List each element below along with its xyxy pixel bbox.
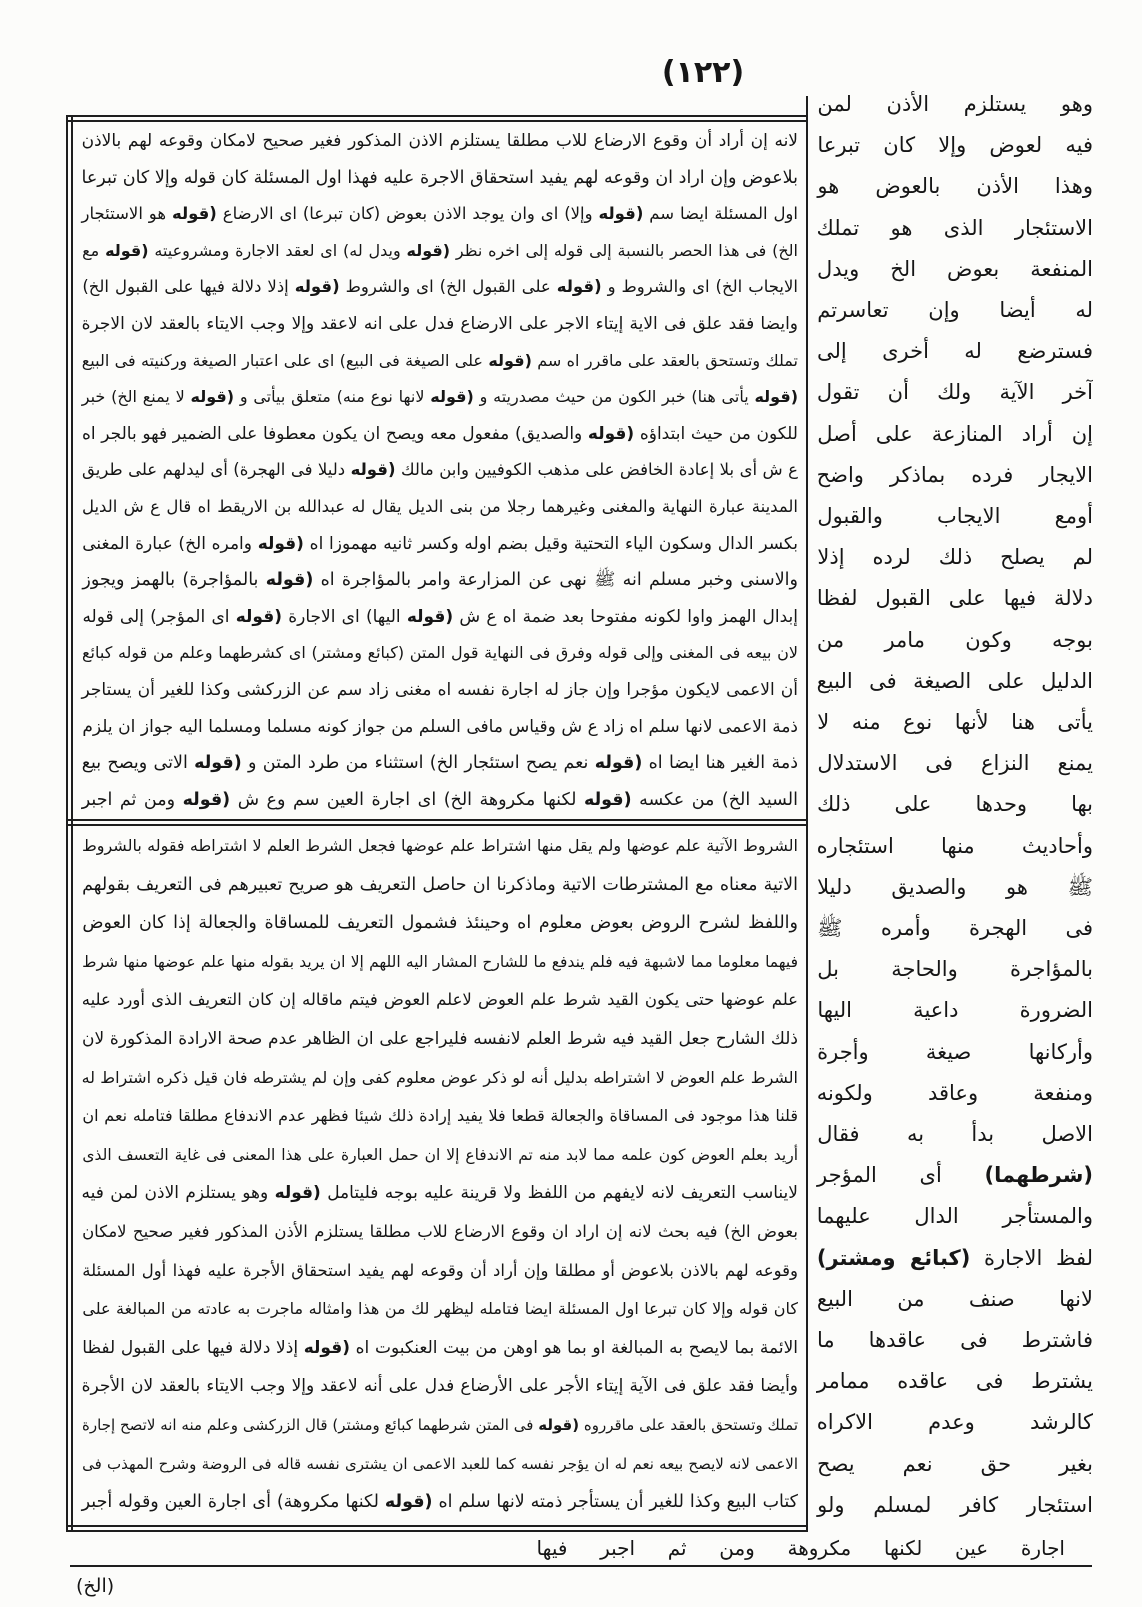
sharh-lower-line: الائمة بما لايصح به المبالغة او بما هو اوهن من بيت العنكبوت اه (قوله إذلا دلالة فيها على القبول لفظا xyxy=(82,1337,798,1358)
matn-line: بغير حق نعم يصح xyxy=(817,1451,1093,1476)
matn-line: فيه لعوض وإلا كان تبرعا xyxy=(817,133,1093,158)
sharh-lower-line: كان قوله وإلا كان تبرعا اول المسئلة ايضا فتامله ليظهر لك من هذا وامثاله ماجرت به عادته من المبالغة على xyxy=(82,1299,798,1319)
matn-continuation-line: اجارة عين لكنها مكروهة ومن ثم اجبر فيها xyxy=(536,1536,1065,1560)
matn-row xyxy=(815,125,1093,165)
bold-lemma: (قوله xyxy=(182,789,231,810)
matn-line: إن أراد المنازعة على أصل xyxy=(817,421,1093,446)
column-divider xyxy=(806,96,808,1532)
sharh-lower-line: وأيضا فقد علق فى الآية إيتاء الأجر على الأرضاع فدل على أنه لاعقد وإلا وجب الايتاء بالعقد لان الأجرة xyxy=(81,1376,798,1397)
matn-row xyxy=(815,290,1093,330)
sharh-upper-line: ذمة الاعمى لانها سلم اه زاد ع ش وقياس مافى السلم من جواز كونه مسلما ومسلما اليه جواز ان يلزم xyxy=(82,716,798,737)
matn-row xyxy=(815,249,1093,289)
matn-row xyxy=(815,1279,1093,1319)
sharh-upper-row xyxy=(80,672,798,708)
sharh-upper-row xyxy=(80,489,798,525)
sharh-lower-line: فيهما معلوما مما لاشبهة فيه فلم يندفع ما للشارح المشار اليه اللهم إلا ان يريد بقوله منها علم عوضها منها شرط xyxy=(82,952,798,971)
sharh-lower-line: الشروط الآتية علم عوضها ولم يقل منها اشتراط علم عوضها فجعل الشرط العلم لا اشتراطه فقوله بالشروط xyxy=(81,836,798,855)
matn-line: يمنع النزاع فى الاستدلال xyxy=(817,751,1093,776)
matn-line: وأحاديث منها استئجاره xyxy=(816,833,1093,858)
matn-row xyxy=(815,1485,1093,1525)
matn-row xyxy=(815,661,1093,701)
sharh-upper-row xyxy=(80,269,798,305)
matn-row xyxy=(815,1155,1093,1195)
bold-lemma: (قوله xyxy=(406,240,451,260)
matn-line: لفظ الاجارة (كبائع ومشتر) xyxy=(816,1245,1093,1270)
page-number: (١٢٢) xyxy=(661,55,745,90)
matn-row xyxy=(815,1196,1093,1236)
matn-row xyxy=(815,578,1093,618)
bold-lemma: (قوله xyxy=(598,204,644,224)
bold-lemma: (قوله xyxy=(350,460,396,480)
sharh-lower-line: ذلك الشارح جعل القيد فيه شرط العلم لانفسه فليراجع على ان الظاهر عدم صحة الارادة المذكورة لان xyxy=(82,1029,798,1049)
matn-line: وهذا الأذن بالعوض هو xyxy=(817,174,1093,199)
sharh-upper-row xyxy=(80,306,798,342)
sharh-lower-line: واللفظ لشرح الروض بعوض معلوم اه وحينئذ فشمول التعريف للمساقاة والجعالة إذا كان العوض xyxy=(82,913,798,934)
catchword-row xyxy=(76,1570,146,1602)
sharh-upper-line: (قوله يأتى هنا) خبر الكون من حيث مصدريته و (قوله لانها نوع منه) متعلق بيأتى و (قوله لا يمنع الخ) خبر xyxy=(81,387,798,407)
matn-line: يشترط فى عاقده ممامر xyxy=(816,1369,1093,1394)
sharh-upper-line: للكون من حيث ابتداؤه (قوله والصديق) مفعول معه ويصح ان يكون معطوفا على الضمير فهو بالجر اه xyxy=(81,423,798,444)
matn-line: بها وحدها على ذلك xyxy=(817,792,1093,817)
matn-row xyxy=(815,1444,1093,1484)
bold-lemma: (قوله xyxy=(430,387,474,407)
section-divider-inner xyxy=(66,824,808,826)
sharh-lower-row xyxy=(80,1483,798,1521)
matn-row xyxy=(815,166,1093,206)
matn-line: يأتى هنا لأنها نوع منه لا xyxy=(817,710,1093,734)
matn-line: الاصل بدأ به فقال xyxy=(817,1122,1093,1146)
sharh-lower-row xyxy=(80,1213,798,1251)
sharh-upper-line: لانه إن أراد أن وقوع الارضاع للاب مطلقا يستلزم الاذن المذكور فغير صحيح لامكان وقوعه لهم بالاذن xyxy=(81,131,798,151)
matn-line: والمستأجر الدال عليهما xyxy=(816,1204,1093,1229)
matn-line: بالمؤاجرة والحاجة بل xyxy=(817,957,1093,982)
matn-row xyxy=(815,1238,1093,1278)
matn-line: دلالة فيها على القبول لفظا xyxy=(816,586,1093,611)
sharh-lower-row xyxy=(80,1020,798,1058)
matn-row xyxy=(815,455,1093,495)
bold-lemma: (قوله xyxy=(274,1183,321,1204)
matn-row xyxy=(815,908,1093,948)
matn-row xyxy=(815,1032,1093,1072)
matn-line: كالرشد وعدم الاكراه xyxy=(816,1410,1093,1435)
section-divider-outer xyxy=(66,819,808,821)
sharh-lower-row xyxy=(80,943,798,981)
bold-lemma: (قوله xyxy=(190,387,235,407)
sharh-lower-line: الاعمى لانه لايصح بيعه نعم له ان يؤجر نفسه كما للعبد الاعمى ان يشترى نفسه قاله فى الروضة وشرح المهذب فى xyxy=(82,1454,798,1473)
matn-row xyxy=(815,414,1093,454)
matn-row xyxy=(815,620,1093,660)
sharh-upper-line: الايجاب الخ) اى والشروط و (قوله على القبول الخ) اى والشروط (قوله إذلا دلالة فيها على القبول الخ) xyxy=(82,277,798,297)
matn-row xyxy=(815,331,1093,371)
sharh-lower-row xyxy=(80,1329,798,1367)
bold-lemma: (قوله xyxy=(194,753,242,774)
bold-lemma: (قوله xyxy=(754,387,798,407)
sharh-upper-row xyxy=(80,526,798,562)
matn-line: لانها صنف من البيع xyxy=(816,1286,1093,1311)
matn-row xyxy=(815,1114,1093,1154)
page-bottom-rule xyxy=(70,1565,1092,1567)
sharh-upper-row xyxy=(80,379,798,415)
matn-line: فى الهجرة وأمره ﷺ xyxy=(817,916,1093,940)
sharh-lower-line: الاتية معناه مع المشترطات الاتية وماذكرنا ان حاصل التعريف هو صريح تعبيرهم فى التعريف بقولهم xyxy=(82,874,798,895)
bold-lemma: (قوله xyxy=(265,570,314,591)
matn-row xyxy=(815,208,1093,248)
matn-row xyxy=(815,867,1093,907)
matn-line: لم يصلح ذلك لرده إذلا xyxy=(817,545,1093,570)
matn-line: فاشترط فى عاقدها ما xyxy=(816,1328,1093,1352)
matn-row xyxy=(815,84,1093,124)
matn-line: بوجه وكون مامر من xyxy=(816,627,1093,652)
matn-row xyxy=(815,496,1093,536)
sharh-lower-row xyxy=(80,866,798,904)
sharh-upper-line: الخ) فى هذا الحصر بالنسبة إلى قوله إلى اخره نظر (قوله ويدل له) اى لعقد الاجارة ومشروعيته (قوله مع xyxy=(82,240,798,260)
sharh-lower-row xyxy=(80,1290,798,1328)
bold-lemma: (قوله xyxy=(538,1416,580,1434)
matn-line: آخر الآية ولك أن تقول xyxy=(816,380,1093,405)
sharh-upper-line: إبدال الهمز واوا لكونه مفتوحا بعد ضمة اه ع ش (قوله اليها) اى الاجارة (قوله اى المؤجر) إلى قوله xyxy=(82,606,798,627)
sharh-upper-row xyxy=(80,343,798,379)
sharh-upper-line: أن الاعمى لايكون مؤجرا وإن جاز له اجارة نفسه اه مغنى زاد سم عن الزركشى وكذا للغير أن يستاجر xyxy=(81,680,798,700)
sharh-lower-row xyxy=(80,1136,798,1174)
matn-row xyxy=(815,743,1093,783)
sharh-upper-line: بكسر الدال وسكون الياء التحتية وقيل بضم اوله وكسر ثانيه مهموزا اه (قوله وامره الخ) عبارة المغنى xyxy=(82,533,798,554)
bold-lemma: (قوله xyxy=(294,277,340,297)
matn-line: الايجار فرده بماذكر واضح xyxy=(816,462,1093,487)
matn-row xyxy=(815,990,1093,1030)
matn-line: الاستئجار الذى هو تملك xyxy=(816,215,1093,240)
sharh-lower-line: تملك وتستحق بالعقد على ماقرروه (قوله فى المتن شرطهما كبائع ومشتر) قال الزركشى وعلم منه انه لاتصح إجارة xyxy=(82,1416,798,1434)
sharh-lower-row xyxy=(80,1097,798,1135)
box-bottom-rule-outer xyxy=(66,1525,808,1527)
sharh-upper-line: لان بيعه فى المغنى وإلى قوله وفرق فى النهاية قول المتن (كبائع ومشتر) اى كشرطهما وعلم من قوله كبائع xyxy=(82,643,798,663)
sharh-lower-row xyxy=(80,1445,798,1483)
sharh-lower-line: كتاب البيع وكذا للغير أن يستأجر ذمته لانها سلم اه (قوله لكنها مكروهة) أى اجارة العين وقوله أجبر xyxy=(81,1492,798,1513)
sharh-lower-line: علم عوضها حتى يكون القيد شرط علم العوض لاعلم العوض فيتم ماقاله إن كان التعريف الذى أورد عليه xyxy=(81,990,798,1010)
matn-line: أومع الايجاب والقبول xyxy=(817,504,1093,528)
sharh-upper-row xyxy=(80,233,798,269)
matn-line: له أيضا وإن تعاسرتم xyxy=(817,298,1093,322)
sharh-lower-line: بعوض الخ) فيه بحث لانه إن اراد ان وقوع الارضاع للاب مطلقا يستلزم الأذن المذكور فغير صحيح لامكان xyxy=(82,1222,798,1241)
matn-line: فسترضع له أخرى إلى xyxy=(817,339,1093,364)
bold-lemma: (قوله xyxy=(171,204,217,224)
matn-continuation-row xyxy=(535,1532,1065,1564)
bold-lemma: (قوله xyxy=(257,533,304,554)
sharh-upper-line: ع ش أى بلا إعادة الخافض على مذهب الكوفيين وابن مالك (قوله دليلا فى الهجرة) أى ليدلهم على طريق xyxy=(82,460,798,480)
bold-lemma: (شرطهما) xyxy=(984,1163,1093,1188)
matn-line: الضرورة داعية اليها xyxy=(817,998,1093,1023)
matn-row xyxy=(815,949,1093,989)
bold-lemma: (قوله xyxy=(488,350,532,370)
sharh-upper-line: المدينة عبارة النهاية والمغنى وغيرهما رجلا من بنى الديل يقال له عبدالله بن الاريقط اه قال ع ش الديل xyxy=(81,497,798,516)
sharh-lower-row xyxy=(80,1367,798,1405)
sharh-lower-line: لايناسب التعريف لانه لايفهم من اللفظ ولا قرينة عليه بوجه فليتامل (قوله وهو يستلزم الاذن لمن فيه xyxy=(81,1183,798,1204)
bold-lemma: (قوله xyxy=(303,1337,350,1358)
matn-line: وأركانها صيغة وأجرة xyxy=(817,1039,1093,1064)
matn-row xyxy=(815,826,1093,866)
sharh-lower-line: الشرط علم العوض لا اشتراطه بدليل أنه لو ذكر عوض معلوم كفى وإن لم يشترطه فان قيل ذكره اشتراط له xyxy=(81,1067,798,1087)
sharh-upper-line: ذمة الغير هنا ايضا اه (قوله نعم يصح استئجار الخ) استثناء من طرد المتن و (قوله الاتى ويصح بيع xyxy=(81,753,798,774)
sharh-upper-row xyxy=(80,635,798,671)
matn-row xyxy=(815,1402,1093,1442)
sharh-upper-row xyxy=(80,416,798,452)
sharh-upper-line: بلاعوض وإن اراد ان وقوعه لهم يفيد استحقاق الاجرة عليه فهذا اول المسئلة كان قوله وإلا كان تبرعا xyxy=(81,167,798,188)
matn-line: استئجار كافر لمسلم ولو xyxy=(817,1492,1093,1517)
matn-line: الدليل على الصيغة فى البيع xyxy=(816,668,1093,693)
matn-row xyxy=(815,784,1093,824)
matn-line: ﷺ هو والصديق دليلا xyxy=(817,874,1093,899)
matn-row xyxy=(815,372,1093,412)
top-double-rule-inner xyxy=(66,120,808,122)
bold-lemma: (قوله xyxy=(556,277,602,297)
matn-row xyxy=(815,1320,1093,1360)
matn-row xyxy=(815,537,1093,577)
sharh-lower-row xyxy=(80,981,798,1019)
sharh-upper-row xyxy=(80,599,798,635)
sharh-upper-row xyxy=(80,709,798,745)
bold-lemma: (قوله xyxy=(235,606,282,627)
sharh-lower-line: قلنا هذا موجود فى المساقاة والجعالة قطعا فلا يفيد إرادة ذلك شيئا فظهر عدم الاندفاع مطلقا فتامله نعم ان xyxy=(82,1106,798,1126)
bold-lemma: (قوله xyxy=(583,789,632,810)
matn-row xyxy=(815,702,1093,742)
matn-line: المنفعة بعوض الخ ويدل xyxy=(816,256,1093,281)
bold-lemma: (قوله xyxy=(406,606,454,627)
sharh-lower-row xyxy=(80,1252,798,1290)
bold-lemma: (قوله xyxy=(594,753,643,774)
top-double-rule-outer xyxy=(66,115,808,117)
bold-lemma: (قوله xyxy=(384,1492,433,1513)
sharh-upper-line: السيد الخ) من عكسه (قوله لكنها مكروهة الخ) اى اجارة العين سم وع ش (قوله ومن ثم اجبر xyxy=(81,789,798,810)
catchword: (الخ) xyxy=(76,1575,115,1597)
matn-line: ومنفعة وعاقد ولكونه xyxy=(816,1080,1093,1105)
sharh-lower-line: وقوعه لهم بالاذن بلاعوض أو مطلقا وإن أراد أن وقوعه لهم يفيد استحقاق الأجرة عليه فهذا أول المسئلة xyxy=(82,1260,798,1280)
matn-line: (شرطهما) أى المؤجر xyxy=(817,1163,1093,1188)
sharh-upper-row xyxy=(80,745,798,781)
sharh-upper-line: اول المسئلة ايضا سم (قوله وإلا) اى وان يوجد الاذن بعوض (كان تبرعا) اى الارضاع (قوله هو الاستئجار xyxy=(81,204,798,224)
matn-line: وهو يستلزم الأذن لمن xyxy=(817,92,1093,116)
sharh-upper-row xyxy=(80,123,798,159)
sharh-upper-row xyxy=(80,562,798,598)
sharh-upper-row xyxy=(80,452,798,488)
sharh-upper-row xyxy=(80,196,798,232)
sharh-lower-line: أريد بعلم العوض كون علمه مما لابد منه تم الاندفاع إلا ان حمل العبارة على هذا المعنى فى غاية التعسف الذى xyxy=(82,1145,798,1164)
sharh-upper-line: وايضا فقد علق فى الاية إيتاء الاجر على الارضاع فدل على انه لاعقد وإلا وجب الايتاء بالعقد لان الاجرة xyxy=(81,314,798,334)
sharh-lower-row xyxy=(80,827,798,865)
bold-lemma: (كبائع ومشتر) xyxy=(816,1245,971,1270)
bold-lemma: (قوله xyxy=(587,423,635,444)
matn-row xyxy=(815,1361,1093,1401)
sharh-lower-row xyxy=(80,1174,798,1212)
sharh-lower-row xyxy=(80,904,798,942)
sharh-upper-line: والاسنى وخبر مسلم انه ﷺ نهى عن المزارعة وامر بالمؤاجرة اه (قوله بالمؤاجرة) بالهمز ويجوز xyxy=(82,570,798,591)
bold-lemma: (قوله xyxy=(105,240,149,260)
sharh-upper-line: تملك وتستحق بالعقد على ماقرر اه سم (قوله على الصيغة فى البيع) اى على اعتبار الصيغة وركنيته فى البيع xyxy=(81,350,798,370)
sharh-upper-row xyxy=(80,160,798,196)
sharh-lower-row xyxy=(80,1406,798,1444)
sharh-upper-row xyxy=(80,782,798,818)
matn-row xyxy=(815,1073,1093,1113)
sharh-lower-row xyxy=(80,1059,798,1097)
